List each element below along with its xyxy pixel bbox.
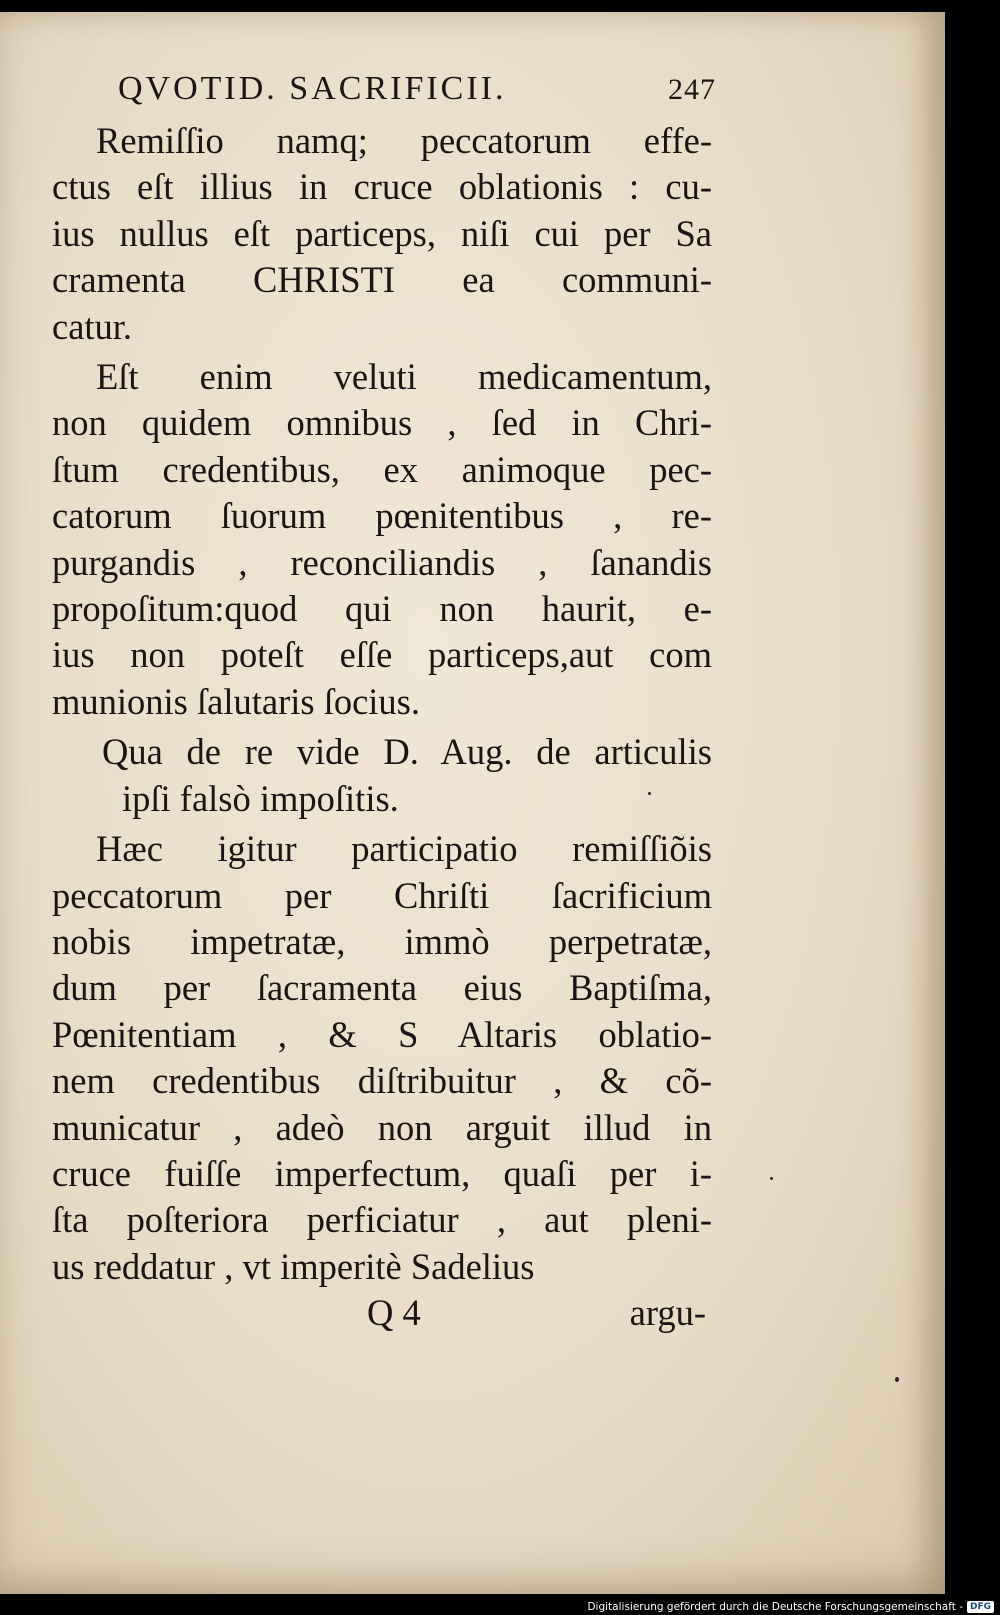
text-line: ſta poſteriora perficiatur , aut pleni- bbox=[52, 1199, 712, 1241]
credit-bar bbox=[587, 1601, 994, 1613]
text-line: peccatorum per Chriſti ſacrificium bbox=[52, 874, 712, 916]
body-text bbox=[52, 118, 712, 1290]
text-line: ipſi falsò impoſitis. bbox=[122, 777, 399, 819]
paragraph bbox=[52, 826, 712, 1290]
text-line: ſtum credentibus, ex animoque pec- bbox=[52, 448, 712, 490]
text-line: munionis ſalutaris ſocius. bbox=[52, 680, 421, 722]
text-line: purgandis , reconciliandis , ſanandis bbox=[52, 541, 712, 583]
book-page bbox=[0, 12, 945, 1594]
dfg-logo-icon: DFG bbox=[967, 1601, 994, 1613]
paragraph bbox=[52, 729, 712, 822]
text-line: ctus eſt illius in cruce oblationis : cu- bbox=[52, 166, 712, 208]
ink-speck bbox=[770, 1177, 773, 1180]
paragraph bbox=[52, 118, 712, 350]
page-number: 247 bbox=[668, 73, 716, 106]
text-line: municatur , adeò non arguit illud in bbox=[52, 1106, 712, 1148]
page-footer bbox=[52, 1290, 712, 1336]
text-line: nem credentibus diſtribuitur , & cõ- bbox=[52, 1060, 712, 1102]
text-line: ius non poteſt eſſe particeps,aut com bbox=[52, 634, 712, 676]
text-line: propoſitum:quod qui non haurit, e- bbox=[52, 588, 712, 630]
text-line: catorum ſuorum pœnitentibus , re- bbox=[52, 495, 712, 537]
text-block bbox=[52, 70, 716, 1336]
text-line: dum per ſacramenta eius Baptiſma, bbox=[52, 967, 712, 1009]
text-line: catur. bbox=[52, 305, 133, 347]
catchword: argu- bbox=[629, 1292, 706, 1334]
running-head bbox=[118, 70, 716, 118]
text-line: Pœnitentiam , & S Altaris oblatio- bbox=[52, 1013, 712, 1055]
credit-text: Digitalisierung gefördert durch die Deutsche Forschungsgemeinschaft - bbox=[587, 1601, 963, 1613]
text-line: Qua de re vide D. Aug. de articulis bbox=[102, 731, 712, 773]
text-line: Hæc igitur participatio remiſſiõis bbox=[96, 828, 712, 870]
text-line: Eſt enim veluti medicamentum, bbox=[96, 356, 712, 398]
text-line: ius nullus eſt particeps, niſi cui per Sa bbox=[52, 212, 712, 254]
ink-speck bbox=[895, 1377, 899, 1382]
text-line: cramenta CHRISTI ea communi- bbox=[52, 259, 712, 301]
signature-mark: Q 4 bbox=[367, 1292, 421, 1334]
text-line: nobis impetratæ, immò perpetratæ, bbox=[52, 920, 712, 962]
text-line: cruce fuiſſe imperfectum, quaſi per i- bbox=[52, 1152, 712, 1194]
running-title: QVOTID. SACRIFICII. bbox=[118, 70, 507, 107]
paragraph bbox=[52, 354, 712, 725]
text-line: Remiſſio namq; peccatorum effe- bbox=[96, 120, 712, 161]
text-line: us reddatur , vt imperitè Sadelius bbox=[52, 1245, 535, 1287]
text-line: non quidem omnibus , ſed in Chri- bbox=[52, 402, 712, 444]
